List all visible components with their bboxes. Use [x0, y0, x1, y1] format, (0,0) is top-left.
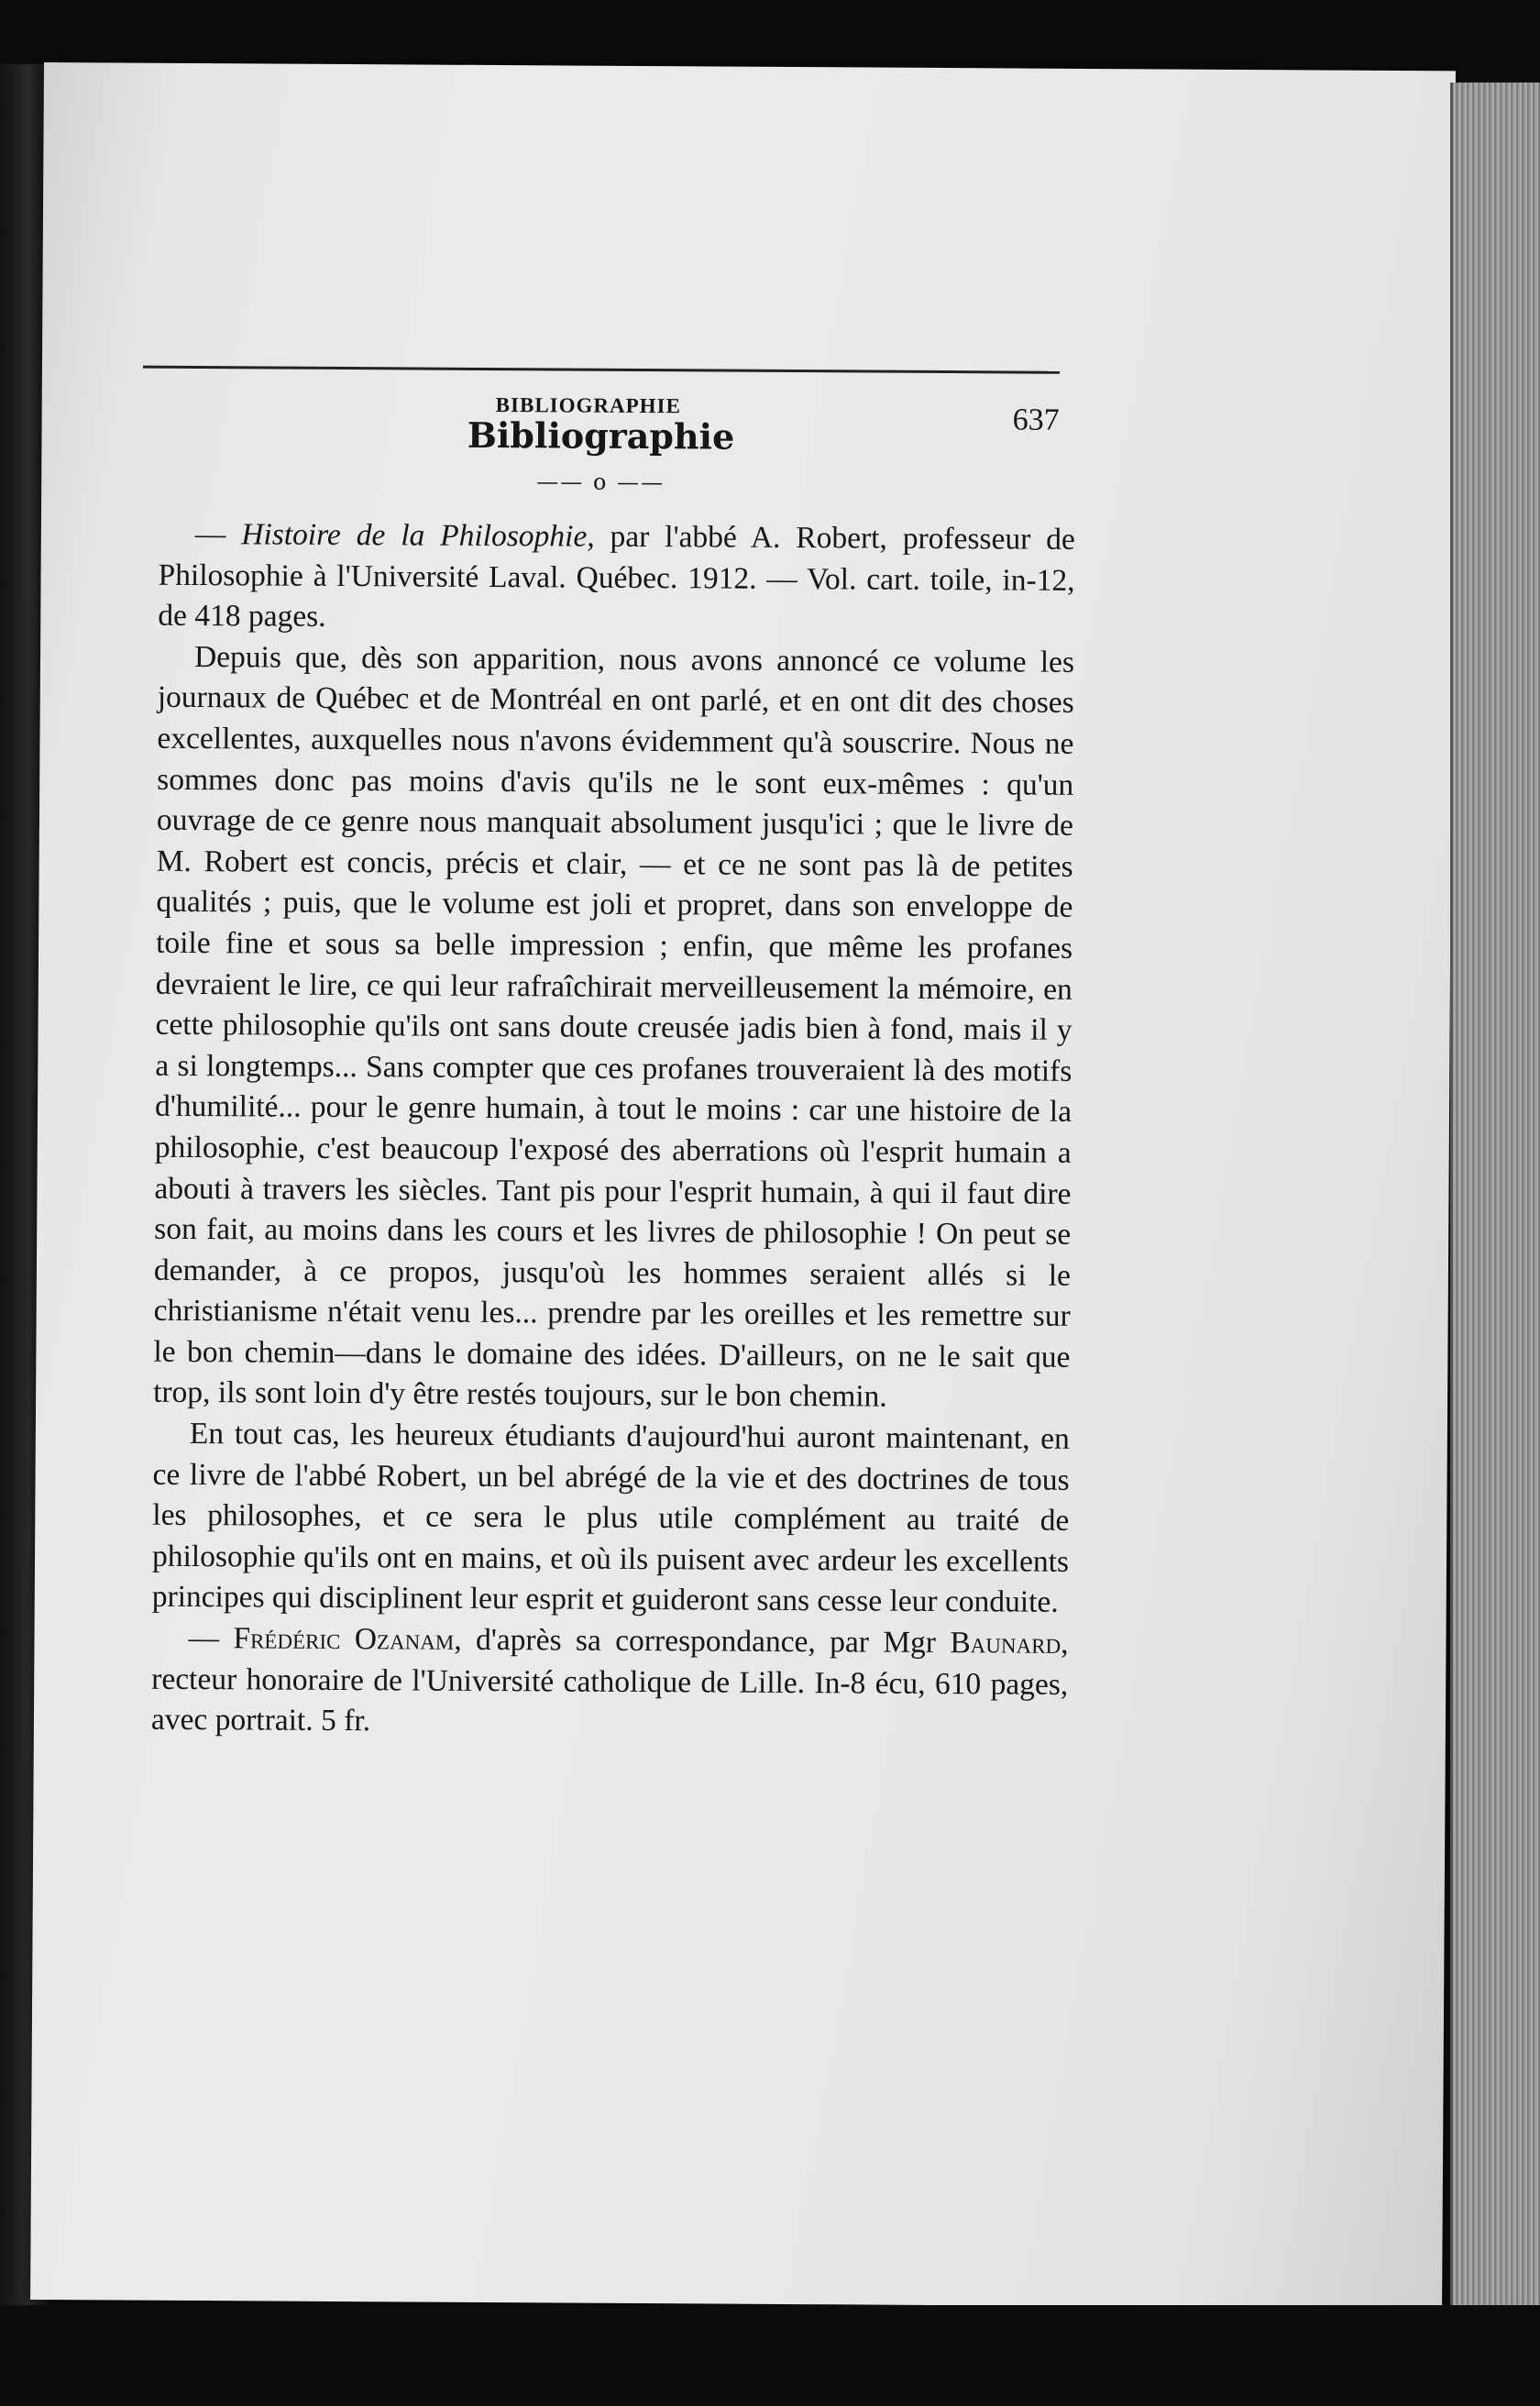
bottom-shadow: [0, 2305, 1540, 2406]
running-header: [143, 311, 1060, 437]
entry-2-citation-b: recteur honoraire de l'Université catholique de Lille. In-8 écu, 610 pages, avec portrait. 5 fr.: [150, 1661, 1069, 1738]
entry-2-author: Baunard,: [950, 1626, 1069, 1661]
paper-page: [30, 62, 1456, 2308]
stacked-page-edges: [1450, 83, 1540, 2320]
entry-1-title: Histoire de la Philosophie,: [241, 517, 595, 554]
page-number: 637: [1012, 403, 1060, 437]
body-text: [151, 514, 1075, 1747]
entry-2-citation: [151, 1618, 1069, 1747]
entry-1-citation-text: par l'abbé A. Robert, professeur de Philosophie à l'Université Laval. Québec. 1912. — Vol. cart. toile, in-12, de 418 pages.: [158, 519, 1075, 635]
entry-1-paragraph-1: Depuis que, dès son apparition, nous avons annoncé ce volume les journaux de Québec et de Montréal en ont parlé, et en ont dit des choses excellentes, auxquelles nous n'avons évidemment qu'à souscrire. Nous ne sommes donc pas moins d'avis qu'ils ne le sont eux-mêmes : qu'un ouvrage de ce genre nous manquait absolument jusqu'ici ; que le livre de M. Robert est concis, précis et clair, — et ce ne sont pas là de petites qualités ; puis, que le volume est joli et propret, dans son enveloppe de toile fine et sous sa belle impression ; enfin, que même les profanes devraient le lire, ce qui leur rafraîchirait merveilleusement la mémoire, en cette philosophie qu'ils ont sans doute creusée jadis bien à fond, mais il y a si longtemps... Sans compter que ces profanes trouveraient là des motifs d'humilité... pour le genre humain, à tout le moins : car une histoire de la philosophie, c'est beaucoup l'exposé des aberrations où l'esprit humain a abouti à travers les siècles. Tant pis pour l'esprit humain, à qui il faut dire son fait, au moins dans les cours et les livres de philosophie ! On peut se demander, à ce propos, jusqu'où les hommes seraient allés si le christianisme n'était venu les... prendre par les oreilles et les remettre sur le bon chemin—dans le domaine des idées. D'ailleurs, on ne le sait que trop, ils sont loin d'y être restés toujours, sur le bon chemin.: [153, 639, 1075, 1415]
entry-2-dash: —: [188, 1621, 234, 1656]
section-title: Bibliographie: [467, 414, 735, 458]
entry-1-dash: —: [194, 517, 242, 552]
entry-2-title: Frédéric Ozanam,: [233, 1621, 462, 1657]
entry-2-citation-a: d'après sa correspondance, par Mgr: [461, 1622, 951, 1661]
entry-1-citation: [158, 514, 1075, 643]
page-content: [107, 310, 1088, 1746]
entry-1-paragraph-2: En tout cas, les heureux étudiants d'aujourd'hui auront maintenant, en ce livre de l'abbé Robert, un bel abrégé de la vie et des doctrines de tous les philosophes, et ce sera le plus utile complément au traité de philosophie qu'ils ont en mains, et où ils puisent avec ardeur les excellents principes qui disciplinent leur esprit et guideront sans cesse leur conduite.: [151, 1417, 1070, 1620]
running-title: BIBLIOGRAPHIE: [495, 393, 681, 418]
separator-ornament: —— o ——: [536, 469, 666, 496]
